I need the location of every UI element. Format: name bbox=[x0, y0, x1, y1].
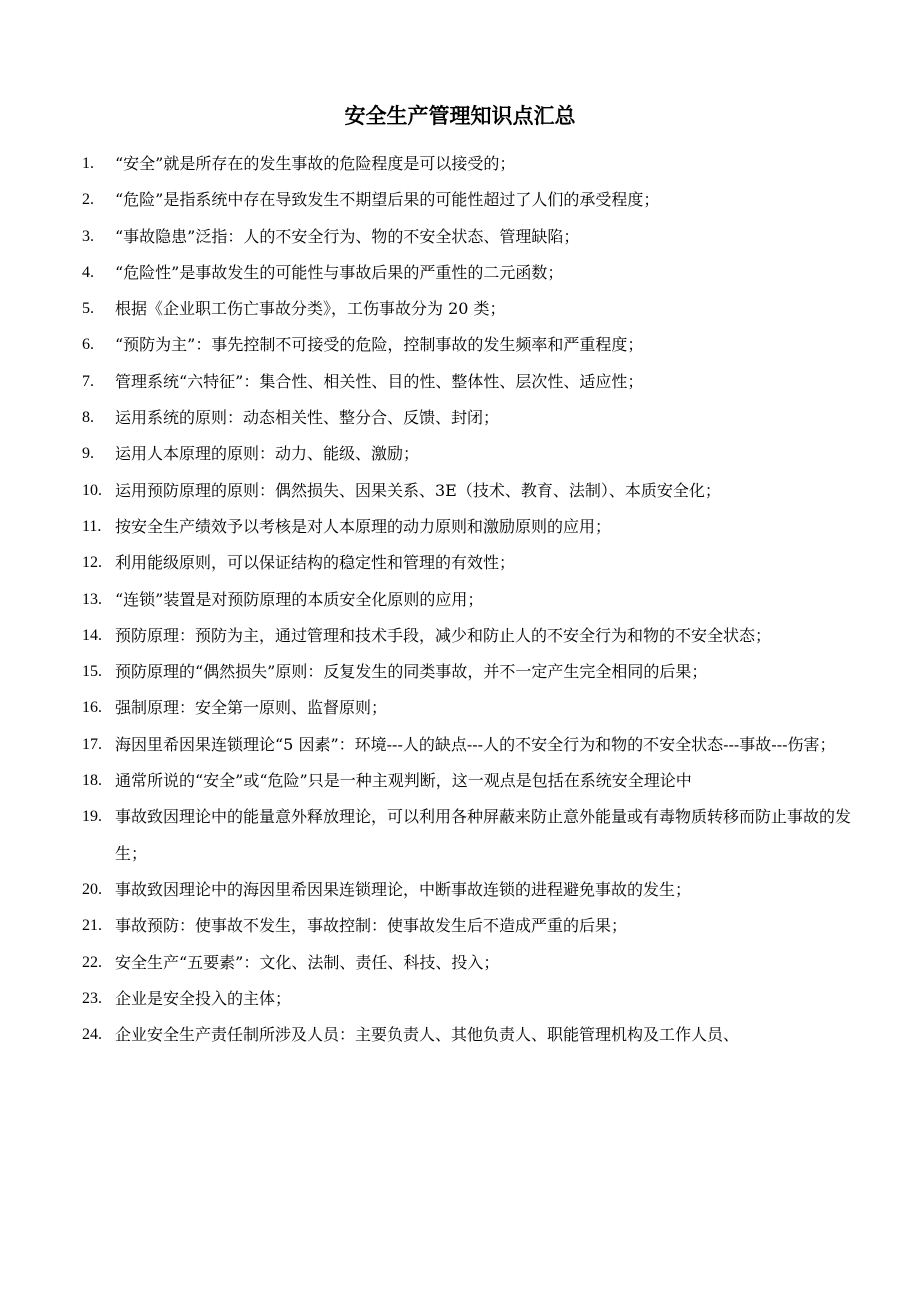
item-number: 5. bbox=[82, 300, 94, 318]
list-item bbox=[82, 981, 852, 1017]
item-number: 14. bbox=[82, 626, 102, 644]
item-text: 海因里希因果连锁理论“5 因素”：环境---人的缺点---人的不安全行为和物的不安全状态---事故---伤害； bbox=[115, 734, 836, 754]
list-item bbox=[82, 872, 852, 908]
list-item bbox=[82, 618, 852, 654]
item-number: 10. bbox=[82, 481, 102, 499]
item-text: 根据《企业职工伤亡事故分类》，工伤事故分为 20 类； bbox=[115, 299, 506, 319]
list-item bbox=[82, 582, 852, 618]
list-item bbox=[82, 945, 852, 981]
item-text: 利用能级原则，可以保证结构的稳定性和管理的有效性； bbox=[115, 553, 516, 573]
item-number: 13. bbox=[82, 590, 102, 608]
list-item bbox=[82, 763, 852, 799]
item-number: 3. bbox=[82, 227, 94, 245]
item-text: 按安全生产绩效予以考核是对人本原理的动力原则和激励原则的应用； bbox=[115, 516, 612, 536]
list-item bbox=[82, 400, 852, 436]
item-text: 事故预防：使事故不发生，事故控制：使事故发生后不造成严重的后果； bbox=[115, 916, 628, 936]
item-text: “预防为主”：事先控制不可接受的危险，控制事故的发生频率和严重程度； bbox=[115, 335, 644, 355]
item-text: 预防原理：预防为主，通过管理和技术手段，减少和防止人的不安全行为和物的不安全状态； bbox=[115, 625, 772, 645]
item-number: 24. bbox=[82, 1026, 102, 1044]
list-item bbox=[82, 255, 852, 291]
item-number: 6. bbox=[82, 336, 94, 354]
item-number: 15. bbox=[82, 663, 102, 681]
item-text: 企业安全生产责任制所涉及人员：主要负责人、其他负责人、职能管理机构及工作人员、 bbox=[115, 1025, 740, 1045]
item-text: 事故致因理论中的能量意外释放理论，可以利用各种屏蔽来防止意外能量或有毒物质转移而防止事故的发生； bbox=[115, 807, 852, 863]
list-item bbox=[82, 545, 852, 581]
item-number: 23. bbox=[82, 989, 102, 1007]
item-number: 7. bbox=[82, 372, 94, 390]
item-number: 19. bbox=[82, 808, 102, 826]
item-text: 安全生产“五要素”：文化、法制、责任、科技、投入； bbox=[115, 952, 500, 972]
document-title: 安全生产管理知识点汇总 bbox=[344, 103, 576, 128]
item-number: 17. bbox=[82, 735, 102, 753]
item-number: 8. bbox=[82, 409, 94, 427]
list-item bbox=[82, 727, 852, 763]
item-number: 2. bbox=[82, 191, 94, 209]
item-text: 运用系统的原则：动态相关性、整分合、反馈、封闭； bbox=[115, 408, 500, 428]
list-item bbox=[82, 327, 852, 363]
item-text: 预防原理的“偶然损失”原则：反复发生的同类事故，并不一定产生完全相同的后果； bbox=[115, 662, 708, 682]
item-number: 21. bbox=[82, 917, 102, 935]
list-item bbox=[82, 654, 852, 690]
item-text: 通常所说的“安全”或“危险”只是一种主观判断，这一观点是包括在系统安全理论中 bbox=[115, 771, 692, 791]
item-number: 9. bbox=[82, 445, 94, 463]
list-item bbox=[82, 436, 852, 472]
item-number: 12. bbox=[82, 554, 102, 572]
item-text: 企业是安全投入的主体； bbox=[115, 988, 292, 1008]
item-text: “事故隐患”泛指：人的不安全行为、物的不安全状态、管理缺陷； bbox=[115, 226, 580, 246]
item-number: 11. bbox=[82, 517, 102, 535]
item-number: 1. bbox=[82, 155, 94, 172]
list-item bbox=[82, 291, 852, 327]
item-text: “危险性”是事故发生的可能性与事故后果的严重性的二元函数； bbox=[115, 262, 564, 282]
list-item bbox=[82, 473, 852, 509]
item-text: “安全”就是所存在的发生事故的危险程度是可以接受的； bbox=[115, 154, 516, 173]
item-text: “连锁”装置是对预防原理的本质安全化原则的应用； bbox=[115, 589, 484, 609]
list-item bbox=[82, 799, 852, 872]
item-number: 16. bbox=[82, 699, 102, 717]
item-text: 事故致因理论中的海因里希因果连锁理论，中断事故连锁的进程避免事故的发生； bbox=[115, 879, 692, 899]
item-text: 运用预防原理的原则：偶然损失、因果关系、3E（技术、教育、法制）、本质安全化； bbox=[115, 480, 721, 500]
list-item bbox=[82, 1017, 852, 1053]
list-item bbox=[82, 509, 852, 545]
list-item bbox=[82, 182, 852, 218]
knowledge-point-list bbox=[82, 146, 852, 1053]
list-item bbox=[82, 364, 852, 400]
item-text: 强制原理：安全第一原则、监督原则； bbox=[115, 698, 388, 718]
list-item bbox=[82, 146, 852, 182]
item-text: “危险”是指系统中存在导致发生不期望后果的可能性超过了人们的承受程度； bbox=[115, 190, 660, 210]
item-text: 运用人本原理的原则：动力、能级、激励； bbox=[115, 444, 420, 464]
item-number: 22. bbox=[82, 953, 102, 971]
list-item bbox=[82, 219, 852, 255]
list-item bbox=[82, 908, 852, 944]
item-text: 管理系统“六特征”：集合性、相关性、目的性、整体性、层次性、适应性； bbox=[115, 371, 644, 391]
list-item bbox=[82, 690, 852, 726]
item-number: 4. bbox=[82, 263, 94, 281]
item-number: 18. bbox=[82, 772, 102, 790]
item-number: 20. bbox=[82, 880, 102, 898]
